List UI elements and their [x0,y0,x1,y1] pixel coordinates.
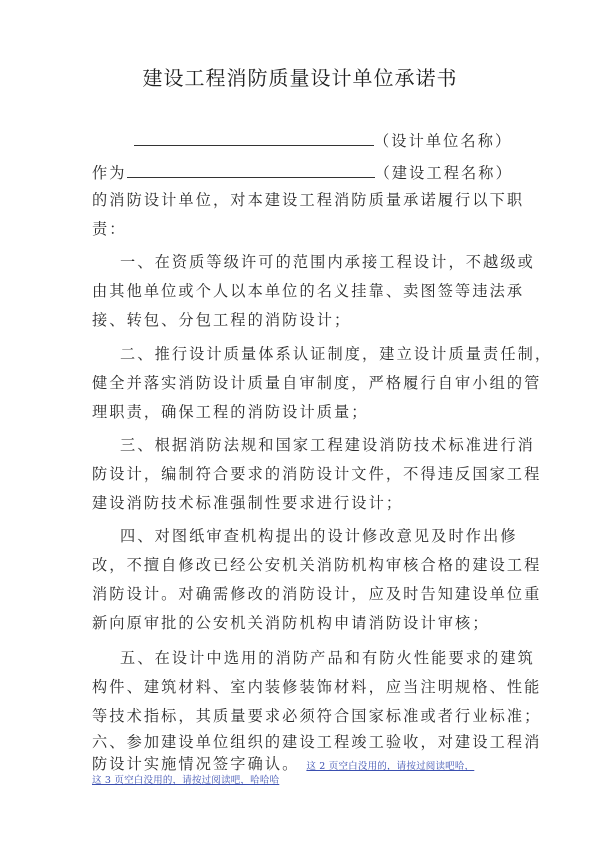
clause-line: 防设计实施情况签字确认。 [92,755,300,773]
clause-line: 建设消防技术标准强制性要求进行设计； [92,494,404,512]
designer-blank [134,128,374,146]
clause-line: 接、转包、分包工程的消防设计； [92,311,352,329]
note-line [92,769,522,787]
clause-line: 构件、建筑材料、室内装修装饰材料，应当注明规格、性能 [92,678,542,696]
clause-line: 由其他单位或个人以本单位的名义挂靠、卖图签等违法承 [92,282,525,300]
intro-line: 的消防设计单位，对本建设工程消防质量承诺履行以下职 [92,191,525,209]
clause-line: 五、在设计中选用的消防产品和有防火性能要求的建筑 [120,649,535,667]
project-label: （建设工程名称） [374,164,513,182]
filler-note: 这 2 页空白没用的，请按过阅读吧哈， [306,761,475,772]
clause-line: 消防设计。对确需修改的消防设计，应及时告知建设单位重 [92,585,542,603]
project-blank [127,160,375,178]
page-title: 建设工程消防质量设计单位承诺书 [142,66,458,90]
clause-line: 理职责，确保工程的消防设计质量； [92,403,369,421]
clause-line: 等技术指标，其质量要求必须符合国家标准或者行业标准； [92,707,542,725]
clause-line: 二、推行设计质量体系认证制度，建立设计质量责任制， [120,345,553,363]
project-prefix: 作为 [92,164,127,182]
project-line [92,160,522,183]
clause-line: 三、根据消防法规和国家工程建设消防技术标准进行消 [120,436,535,454]
clause-line: 新向原审批的公安机关消防机构申请消防设计审核； [92,614,490,632]
clause-line: 六、参加建设单位组织的建设工程竣工验收，对建设工程消 [92,733,542,751]
filler-note: 这 3 页空白没用的，请按过阅读吧，哈哈哈 [92,775,280,786]
clause-line: 改，不擅自修改已经公安机关消防机构审核合格的建设工程 [92,556,542,574]
clause-line: 防设计，编制符合要求的消防设计文件，不得违反国家工程 [92,465,542,483]
clause-line: 四、对图纸审查机构提出的设计修改意见及时作出修 [120,527,518,545]
clause-line: 一、在资质等级许可的范围内承接工程设计，不越级或 [120,253,535,271]
designer-label: （设计单位名称） [374,132,513,150]
designer-line [92,128,522,151]
clause-line: 健全并落实消防设计质量自审制度，严格履行自审小组的管 [92,374,542,392]
intro-line: 责： [92,220,127,238]
